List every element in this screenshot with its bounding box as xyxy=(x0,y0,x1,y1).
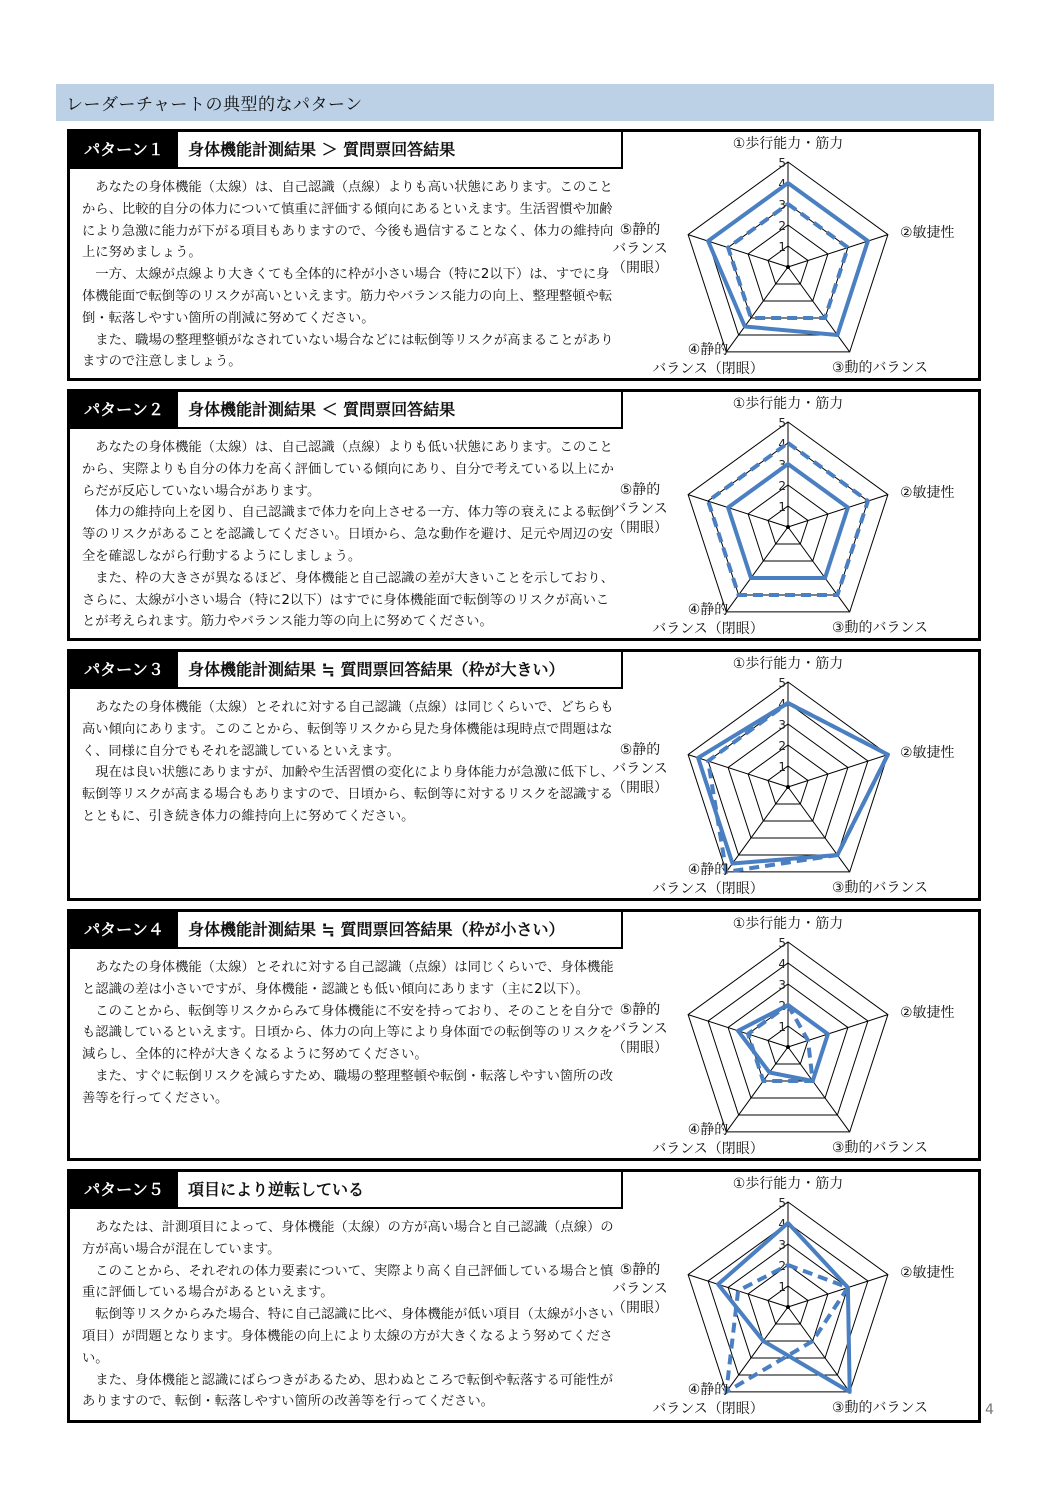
radar-axis-label: ③動的バランス xyxy=(831,1140,929,1156)
pattern-title-bar xyxy=(70,1172,623,1209)
pattern-title: 身体機能計測結果 ≒ 質問票回答結果（枠が大きい） xyxy=(188,660,565,679)
radar-axis-label: ②敏捷性 xyxy=(900,745,955,761)
radar-axis-label: ④静的バランス（閉眼） xyxy=(652,342,764,377)
radar-tick-label: 2 xyxy=(778,219,786,233)
radar-tick-label: 5 xyxy=(778,1196,786,1210)
radar-tick-label: 5 xyxy=(778,936,786,950)
radar-tick-label: 4 xyxy=(778,697,786,711)
radar-tick-label: 3 xyxy=(778,458,786,472)
radar-axis-label: ⑤静的バランス（開眼） xyxy=(612,742,668,796)
radar-spoke xyxy=(788,267,850,352)
pattern-title: 項目により逆転している xyxy=(188,1180,365,1199)
radar-chart xyxy=(610,652,978,898)
radar-axis-label: ③動的バランス xyxy=(831,360,929,376)
radar-axis-label: ④静的バランス（閉眼） xyxy=(652,1122,764,1157)
radar-tick-label: 3 xyxy=(778,198,786,212)
radar-tick-label: 5 xyxy=(778,676,786,690)
radar-tick-label: 1 xyxy=(778,240,786,254)
pattern-label: パターン１ xyxy=(70,132,178,167)
pattern-section-4 xyxy=(67,909,981,1161)
radar-axis-label: ①歩行能力・筋力 xyxy=(732,396,844,412)
paragraph: このことから、転倒等リスクからみて身体機能に不安を持っており、そのことを自分でも認識しているといえます。日頃から、体力の向上等により身体面での転倒等のリスクを減らし、全体的に枠が大きくなるように努めてください。 xyxy=(82,1003,614,1063)
radar-axis-label: ②敏捷性 xyxy=(900,1005,955,1021)
radar-tick-label: 1 xyxy=(778,1020,786,1034)
radar-spoke xyxy=(688,1275,788,1307)
radar-center xyxy=(786,265,790,269)
radar-spoke xyxy=(726,527,788,612)
pattern-description xyxy=(82,1217,622,1413)
paragraph: 現在は良い状態にありますが、加齢や生活習慣の変化により身体能力が急激に低下し、転倒等リスクが高まる場合もありますので、日頃から、転倒等に対するリスクを認識するとともに、引き続き体力の維持向上に努めてください。 xyxy=(82,765,614,824)
radar-axis-label: ③動的バランス xyxy=(831,620,929,636)
radar-tick-label: 2 xyxy=(778,999,786,1013)
radar-tick-label: 1 xyxy=(778,1280,786,1294)
radar-tick-label: 5 xyxy=(778,156,786,170)
radar-axis-label: ④静的バランス（閉眼） xyxy=(652,602,764,637)
radar-tick-label: 4 xyxy=(778,957,786,971)
radar-tick-label: 5 xyxy=(778,416,786,430)
radar-chart xyxy=(610,132,978,378)
radar-axis-label: ④静的バランス（閉眼） xyxy=(652,1382,764,1417)
pattern-description xyxy=(82,697,622,828)
radar-axis-label: ⑤静的バランス（開眼） xyxy=(612,1262,668,1316)
radar-center xyxy=(786,1305,790,1309)
radar-center xyxy=(786,1045,790,1049)
radar-axis-label: ③動的バランス xyxy=(831,880,929,896)
radar-series-solid xyxy=(738,1005,828,1081)
radar-center xyxy=(786,785,790,789)
radar-axis-label: ⑤静的バランス（開眼） xyxy=(612,222,668,276)
radar-tick-label: 3 xyxy=(778,978,786,992)
pattern-title: 身体機能計測結果 ＜ 質問票回答結果 xyxy=(188,400,456,419)
paragraph: あなたの身体機能（太線）は、自己認識（点線）よりも高い状態にあります。このことから、比較的自分の体力について慎重に評価する傾向にあるといえます。生活習慣や加齢により急激に能力が下がる項目もありますので、今後も過信することなく、体力の維持向上に努めましょう。 xyxy=(82,180,614,261)
radar-center xyxy=(786,525,790,529)
radar-tick-label: 4 xyxy=(778,177,786,191)
pattern-description xyxy=(82,437,622,633)
radar-tick-label: 3 xyxy=(778,1238,786,1252)
paragraph: 転倒等リスクからみた場合、特に自己認識に比べ、身体機能が低い項目（太線が小さい項目）が問題となります。身体機能の向上により太線の方が大きくなるよう努めてください。 xyxy=(82,1307,614,1366)
pattern-label: パターン２ xyxy=(70,392,178,427)
radar-axis-label: ⑤静的バランス（開眼） xyxy=(612,482,668,536)
radar-tick-label: 2 xyxy=(778,1259,786,1273)
paragraph: このことから、それぞれの体力要素について、実際より高く自己評価している場合と慎重に評価している場合があるといえます。 xyxy=(82,1263,614,1301)
pattern-label: パターン４ xyxy=(70,912,178,947)
radar-chart xyxy=(610,1172,978,1418)
paragraph: また、身体機能と認識にばらつきがあるため、思わぬところで転倒や転落する可能性がありますので、転倒・転落しやすい箇所の改善等を行ってください。 xyxy=(82,1372,614,1410)
radar-axis-label: ③動的バランス xyxy=(831,1400,929,1416)
paragraph: あなたの身体機能（太線）は、自己認識（点線）よりも低い状態にあります。このことから、実際よりも自分の体力を高く評価している傾向にあり、自分で考えている以上にからだが反応していない場合があります。 xyxy=(82,440,614,499)
pattern-section-1 xyxy=(67,129,981,381)
radar-tick-label: 2 xyxy=(778,739,786,753)
radar-axis-label: ①歩行能力・筋力 xyxy=(732,136,844,152)
radar-axis-label: ②敏捷性 xyxy=(900,485,955,501)
pattern-title-bar xyxy=(70,392,623,429)
radar-tick-label: 4 xyxy=(778,437,786,451)
pattern-section-2 xyxy=(67,389,981,641)
radar-tick-label: 4 xyxy=(778,1217,786,1231)
pattern-title-bar xyxy=(70,132,623,169)
radar-spoke xyxy=(788,1015,888,1047)
pattern-label: パターン３ xyxy=(70,652,178,687)
paragraph: また、すぐに転倒リスクを減らすため、職場の整理整頓や転倒・転落しやすい箇所の改善等を行ってください。 xyxy=(82,1068,614,1106)
radar-axis-label: ④静的バランス（閉眼） xyxy=(652,862,764,897)
page-title: レーダーチャートの典型的なパターン xyxy=(66,95,363,115)
radar-axis-label: ②敏捷性 xyxy=(900,225,955,241)
paragraph: あなたは、計測項目によって、身体機能（太線）の方が高い場合と自己認識（点線）の方が高い場合が混在しています。 xyxy=(82,1220,614,1257)
radar-series-dashed xyxy=(726,1265,848,1392)
pattern-description xyxy=(82,957,622,1110)
radar-tick-label: 2 xyxy=(778,479,786,493)
page-number: 4 xyxy=(985,1402,994,1418)
page-header xyxy=(56,84,994,121)
pattern-title: 身体機能計測結果 ＞ 質問票回答結果 xyxy=(188,140,456,159)
paragraph: 一方、太線が点線より大きくても全体的に枠が小さい場合（特に2以下）は、すでに身体機能面で転倒等のリスクが高いといえます。筋力やバランス能力の向上、整理整頓や転倒・転落しやすい箇所の削減に努めてください。 xyxy=(82,267,613,326)
radar-chart xyxy=(610,912,978,1158)
paragraph: また、職場の整理整頓がなされていない場合などには転倒等リスクが高まることがありますので注意しましょう。 xyxy=(82,332,614,370)
radar-tick-label: 3 xyxy=(778,718,786,732)
radar-axis-label: ①歩行能力・筋力 xyxy=(732,1176,844,1192)
paragraph: あなたの身体機能（太線）とそれに対する自己認識（点線）は同じくらいで、身体機能と認識の差は小さいですが、身体機能・認識とも低い傾向にあります（主に2以下）。 xyxy=(82,960,614,997)
pattern-label: パターン５ xyxy=(70,1172,178,1207)
radar-tick-label: 1 xyxy=(778,760,786,774)
pattern-section-3 xyxy=(67,649,981,901)
radar-spoke xyxy=(788,235,888,267)
radar-axis-label: ②敏捷性 xyxy=(900,1265,955,1281)
radar-axis-label: ⑤静的バランス（開眼） xyxy=(612,1002,668,1056)
radar-axis-label: ①歩行能力・筋力 xyxy=(732,656,844,672)
pattern-title-bar xyxy=(70,912,623,949)
radar-spoke xyxy=(788,527,850,612)
radar-tick-label: 1 xyxy=(778,500,786,514)
paragraph: また、枠の大きさが異なるほど、身体機能と自己認識の差が大きいことを示しており、さらに、太線が小さい場合（特に2以下）はすでに身体機能面で転倒等のリスクが高いことが考えられます。筋力やバランス能力等の向上に努めてください。 xyxy=(82,570,614,630)
radar-axis-label: ①歩行能力・筋力 xyxy=(732,916,844,932)
pattern-title-bar xyxy=(70,652,623,689)
radar-chart xyxy=(610,392,978,638)
pattern-title: 身体機能計測結果 ≒ 質問票回答結果（枠が小さい） xyxy=(188,920,565,939)
paragraph: 体力の維持向上を図り、自己認識まで体力を向上させる一方、体力等の衰えによる転倒等のリスクがあることを認識してください。日頃から、急な動作を避け、足元や周辺の安全を確認しながら行動するようにしましょう。 xyxy=(82,505,614,564)
paragraph: あなたの身体機能（太線）とそれに対する自己認識（点線）は同じくらいで、どちらも高い傾向にあります。このことから、転倒等リスクから見た身体機能は現時点で問題はなく、同様に自分でもそれを認識しているといえます。 xyxy=(82,700,614,759)
pattern-description xyxy=(82,177,622,373)
pattern-section-5 xyxy=(67,1169,981,1423)
